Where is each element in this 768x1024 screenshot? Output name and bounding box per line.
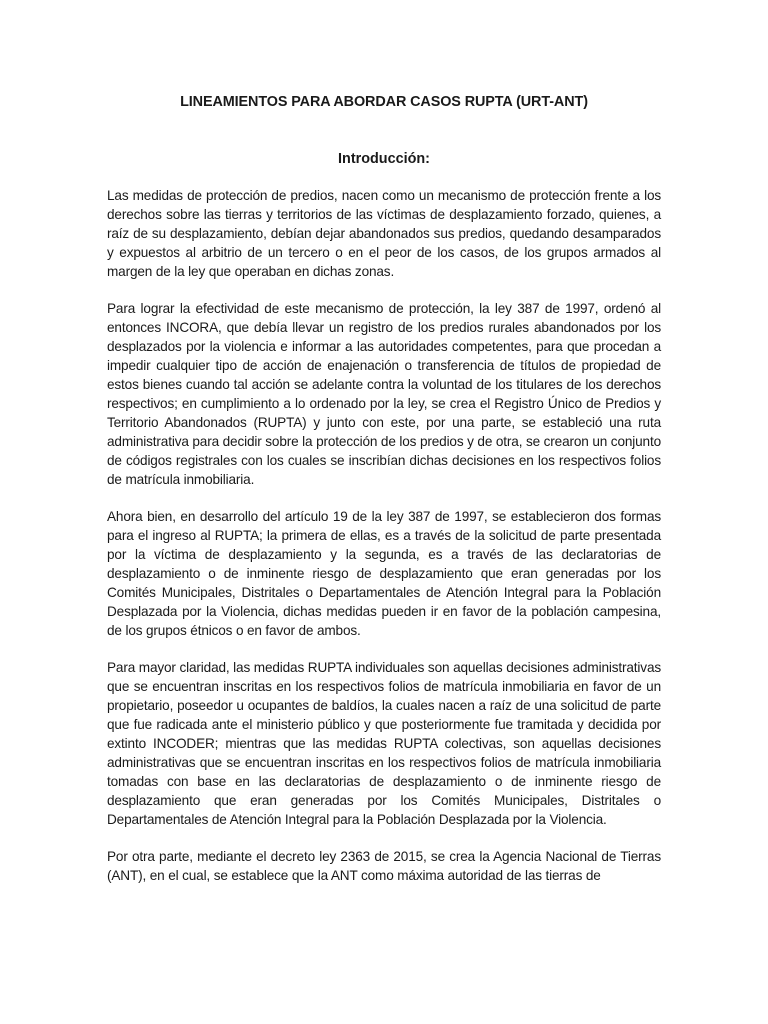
document-body <box>107 186 661 903</box>
section-heading: Introducción: <box>338 151 430 167</box>
paragraph-3: Ahora bien, en desarrollo del artículo 19 de la ley 387 de 1997, se establecieron dos formas para el ingreso al RUPTA; la primera de ellas, es a través de la solicitud de parte presentada por la víctima de desplazamiento y la segunda, es a través de las declaratorias de desplazamiento o de inminente riesgo de desplazamiento que eran generadas por los Comités Municipales, Distritales o Departamentales de Atención Integral para la Población Desplazada por la Violencia, dichas medidas pueden ir en favor de la población campesina, de los grupos étnicos o en favor de ambos. <box>107 509 661 638</box>
paragraph-4: Para mayor claridad, las medidas RUPTA individuales son aquellas decisiones administrativas que se encuentran inscritas en los respectivos folios de matrícula inmobiliaria en favor de un propietario, poseedor u ocupantes de baldíos, la cuales nacen a raíz de una solicitud de parte que fue radicada ante el ministerio público y que posteriormente fue tramitada y decidida por extinto INCODER; mientras que las medidas RUPTA colectivas, son aquellas decisiones administrativas que se encuentran inscritas en los respectivos folios de matrícula inmobiliaria tomadas con base en las declaratorias de desplazamiento o de inminente riesgo de desplazamiento que eran generadas por los Comités Municipales, Distritales o Departamentales de Atención Integral para la Población Desplazada por la Violencia. <box>107 660 661 827</box>
paragraph-1: Las medidas de protección de predios, nacen como un mecanismo de protección frente a los derechos sobre las tierras y territorios de las víctimas de desplazamiento forzado, quienes, a raíz de su desplazamiento, debían dejar abandonados sus predios, quedando desamparados y expuestos al arbitrio de un tercero o en el peor de los casos, de los grupos armados al margen de la ley que operaban en dichas zonas. <box>107 188 661 279</box>
paragraph-5: Por otra parte, mediante el decreto ley 2363 de 2015, se crea la Agencia Nacional de Tierras (ANT), en el cual, se establece que la ANT como máxima autoridad de las tierras de <box>107 849 661 883</box>
document-title: LINEAMIENTOS PARA ABORDAR CASOS RUPTA (URT-ANT) <box>180 94 588 110</box>
paragraph-2: Para lograr la efectividad de este mecanismo de protección, la ley 387 de 1997, ordenó al entonces INCORA, que debía llevar un registro de los predios rurales abandonados por los desplazados por la violencia e informar a las autoridades competentes, para que procedan a impedir cualquier tipo de acción de enajenación o transferencia de títulos de propiedad de estos bienes cuando tal acción se adelante contra la voluntad de los titulares de los derechos respectivos; en cumplimiento a lo ordenado por la ley, se crea el Registro Único de Predios y Territorio Abandonados (RUPTA) y junto con este, por una parte, se estableció una ruta administrativa para decidir sobre la protección de los predios y de otra, se crearon un conjunto de códigos registrales con los cuales se inscribían dichas decisiones en los respectivos folios de matrícula inmobiliaria. <box>107 301 661 487</box>
